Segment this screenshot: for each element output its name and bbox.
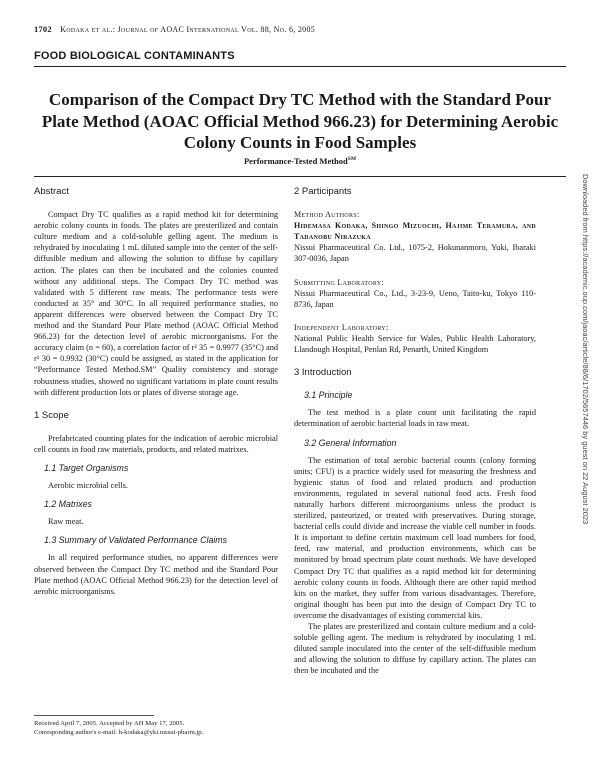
running-header	[34, 24, 315, 34]
journal-citation: Kodaka et al.: Journal of AOAC International Vol. 88, No. 6, 2005	[60, 25, 316, 34]
submitting-lab: Nissui Pharmaceutical Co., Ltd., 3-23-9, Ueno, Taito-ku, Tokyo 110-8736, Japan	[294, 288, 536, 309]
service-mark: SM	[347, 156, 357, 163]
general-information-p2: The plates are presterilized and contain culture medium and a cold-soluble gelling agent. The medium is rehydrated by inoculating 1 mL diluted sample inoculated into the center of the self-diffusible medium and allowing the solution to diffuse by capillary action. The plates can then be incubated and the	[294, 622, 536, 676]
independent-lab: National Public Health Service for Wales, Public Health Laboratory, Llandough Hospital, Penlan Rd, Penarth, United Kingdom	[294, 333, 536, 355]
principle-text: The test method is a plate count unit facilitating the rapid determination of aerobic bacterial loads in raw meat.	[294, 408, 536, 429]
abstract-heading: Abstract	[34, 186, 69, 197]
target-organisms-text: Aerobic microbial cells.	[48, 481, 128, 491]
matrixes-heading: 1.2 Matrixes	[44, 499, 92, 510]
principle-heading: 3.1 Principle	[304, 390, 353, 401]
method-authors-affiliation: Nissui Pharmaceutical Co. Ltd., 1075-2, Hokunanmoro, Yuki, Ibaraki 307-0036, Japan	[294, 243, 536, 264]
general-information-heading: 3.2 General Information	[304, 437, 397, 448]
performance-claims-heading: 1.3 Summary of Validated Performance Claims	[44, 535, 228, 546]
section-tag: FOOD BIOLOGICAL CONTAMINANTS	[34, 50, 235, 62]
scope-intro: Prefabricated counting plates for the indication of aerobic microbial cell counts in food raw materials, products, and related matrixes.	[34, 433, 278, 454]
performance-claims-text: In all required performance studies, no apparent differences were observed between the Compact Dry TC method and the Standard Pour Plate method (AOAC Official Method 966.23) for the detection level of aerobic microorganisms.	[34, 553, 278, 596]
method-authors-label: Method Authors:	[294, 210, 360, 220]
received-note: Received April 7, 2005. Accepted by AH May 17, 2005.	[34, 720, 185, 727]
submitting-lab-label: Submitting Laboratory:	[294, 277, 385, 287]
footnote	[34, 720, 274, 737]
subtitle-text: Performance-Tested Method	[243, 156, 348, 166]
introduction-heading: 3 Introduction	[294, 367, 352, 379]
independent-lab-label: Independent Laboratory:	[294, 322, 389, 332]
participants-heading: 2 Participants	[294, 186, 352, 197]
target-organisms-heading: 1.1 Target Organisms	[44, 462, 129, 473]
title-rule	[34, 176, 566, 177]
author-email: Corresponding author's e-mail: h-kodaka@yki.nissui-pharm.jp.	[34, 728, 204, 736]
header-rule	[34, 66, 566, 67]
matrixes-text: Raw meat.	[48, 517, 84, 527]
abstract-body: Compact Dry TC qualifies as a rapid method kit for determining aerobic colony counts in foods. The plates are presterilized and contain culture medium and a cold-soluble gelling agent. The medium is rehydrated by inoculating 1 mL diluted sample into the center of the self-diffusible medium and allowing the solution to diffuse by capillary action. The plates can then be incubated and the colonies counted without any additional steps. The Compact Dry TC method was validated with 5 different raw meats. The performance tests were conducted at 35° and 30°C. In all required performance studies, no apparent differences were observed between the Compact Dry TC method and the Standard Pour Plate method (AOAC Official Method 966.23) for the detection level of aerobic microorganisms. For the accuracy claim (n = 60), a correlation factor of r² 35 = 0.9977 (35°C) and r² 30 = 0.9932 (30°C) could be assigned, as stated in the application for “Performance Tested Method.SM” Quality consistency and storage robustness studies, showed no significant variations in plate count results with different production lots or plates of diverse storage age.	[34, 210, 278, 397]
right-column	[294, 186, 536, 676]
scope-heading: 1 Scope	[34, 409, 69, 421]
article-subtitle	[40, 156, 560, 166]
article-title: Comparison of the Compact Dry TC Method with the Standard Pour Plate Method (AOAC Official Method 966.23) for Determining Aerobic Colony Counts in Food Samples	[41, 90, 559, 152]
method-authors: Hidemasa Kodaka, Shingo Mizuochi, Hajime Teramura, and Tadanobu Nirazuka	[294, 221, 536, 242]
footnote-rule	[34, 715, 154, 716]
general-information-p1: The estimation of total aerobic bacterial counts (colony forming units; CFU) is a practice widely used for measuring the freshness and hygienic status of food and related products and production environments, regulated in several national food acts. Fresh food naturally harbors different microorganisms unless the product is sterilized, pasteurized, or treated with preservatives. During storage, bacterial cells could divide and increase the viable cell number in foods. It is important to define certain maximum cell load numbers for food, feed, raw material, and production environments, which can be monitored by broad spectrum plate count methods. We have developed Compact Dry TC that qualifies as a rapid method kit for determining aerobic colony counts in foods. Although there are other rapid method kits on the market, they suffer from various disadvantages. Therefore, original thought has been put into the design of Compact Dry TC to overcome the disadvantages of existing commercial kits.	[294, 455, 536, 620]
page-number: 1702	[34, 24, 52, 34]
left-column	[34, 186, 278, 597]
download-watermark: Downloaded from https://academic.oup.com/jaoac/article/88/6/1702/5657446 by guest on 22 August 2023	[581, 174, 590, 525]
